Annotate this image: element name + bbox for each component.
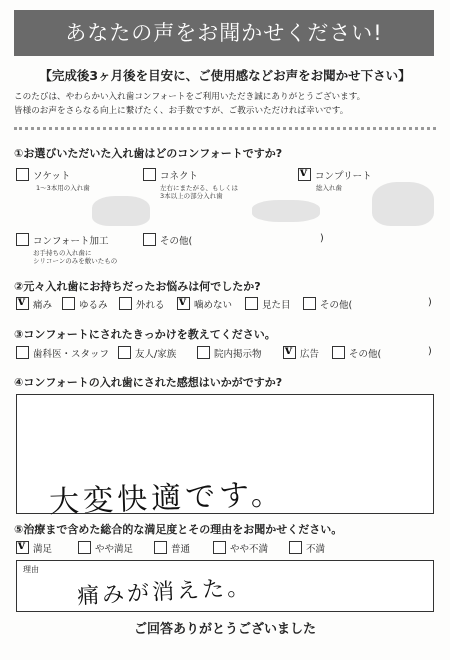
q1-other-checkbox[interactable] (143, 233, 156, 246)
q2-other-close: ) (428, 297, 432, 308)
q1-socket-checkbox[interactable] (16, 168, 29, 181)
q5-option-neutral[interactable] (154, 541, 190, 555)
q2-option-appearance[interactable] (245, 297, 291, 311)
q5-neutral-checkbox[interactable] (154, 541, 167, 554)
survey-banner: あなたの声をお聞かせください! (14, 10, 434, 56)
q3-friend-family-checkbox[interactable] (118, 346, 131, 359)
q3-option-other[interactable] (332, 346, 381, 360)
q1-option-processing[interactable] (16, 233, 109, 247)
q2-pain-label: 痛み (33, 300, 53, 311)
q2-fall-out-checkbox[interactable] (119, 297, 132, 310)
q4-answer-box[interactable] (16, 394, 434, 521)
q1-socket-note: 1～3本用の入れ歯 (36, 184, 90, 192)
q4-question: ④コンフォートの入れ歯にされた感想はいかがですか? (14, 376, 283, 389)
q1-socket-label: ソケット (33, 171, 71, 182)
q5-handwritten-reason: 痛みが消えた。 (76, 575, 253, 610)
q5-somewhat-satisfied-label: やや満足 (95, 544, 134, 555)
q2-question: ②元々入れ歯にお持ちだったお悩みは何でしたか? (14, 280, 261, 293)
q3-dentist-staff-label: 歯科医・スタッフ (33, 349, 110, 360)
q3-other-checkbox[interactable] (332, 346, 345, 359)
q1-processing-label: コンフォート加工 (33, 236, 109, 247)
q2-cannot-chew-checkbox[interactable] (177, 297, 190, 310)
q3-option-friend-family[interactable] (118, 346, 176, 360)
dotted-divider (14, 127, 436, 130)
q1-processing-checkbox[interactable] (16, 233, 29, 246)
q2-appearance-checkbox[interactable] (245, 297, 258, 310)
q2-option-fall-out[interactable] (119, 297, 165, 311)
q5-option-somewhat-satisfied[interactable] (78, 541, 133, 555)
q5-satisfied-label: 満足 (33, 544, 53, 555)
q3-advertisement-checkbox[interactable] (283, 346, 296, 359)
q1-complete-checkbox[interactable] (298, 168, 311, 181)
complete-denture-image (372, 182, 434, 226)
q3-clinic-poster-checkbox[interactable] (197, 346, 210, 359)
survey-subtitle: 【完成後3ヶ月後を目安に、ご使用感などお声をお聞かせ下さい】 (39, 68, 411, 83)
q3-option-advertisement[interactable] (283, 346, 319, 360)
q1-connect-note (160, 184, 238, 200)
q1-option-complete[interactable] (298, 168, 372, 182)
q2-pain-checkbox[interactable] (16, 297, 29, 310)
q1-option-connect[interactable] (143, 168, 198, 182)
q2-other-checkbox[interactable] (303, 297, 316, 310)
thank-you-footer: ご回答ありがとうございました (133, 622, 316, 637)
q2-appearance-label: 見た目 (262, 300, 291, 311)
q2-cannot-chew-label: 噛めない (194, 300, 233, 311)
q1-processing-note-1: お手持ちの入れ歯に (33, 249, 92, 257)
survey-intro (14, 90, 444, 118)
q5-somewhat-dissatisfied-label: やや不満 (230, 544, 269, 555)
q1-complete-label: コンプリート (315, 171, 372, 182)
q5-dissatisfied-label: 不満 (306, 544, 326, 555)
q2-option-pain[interactable] (16, 297, 52, 311)
q1-other-label: その他( (160, 236, 193, 247)
q5-somewhat-dissatisfied-checkbox[interactable] (213, 541, 226, 554)
q5-neutral-label: 普通 (171, 544, 191, 555)
q3-friend-family-label: 友人/家族 (135, 349, 177, 360)
q1-other-close: ) (320, 233, 324, 244)
q5-option-dissatisfied[interactable] (289, 541, 325, 555)
socket-denture-image (92, 196, 150, 226)
q1-complete-note: 総入れ歯 (316, 184, 342, 192)
q5-reason-label: 理由 (23, 565, 39, 574)
q5-option-satisfied[interactable] (16, 541, 52, 555)
q2-option-loose[interactable] (62, 297, 108, 311)
connect-denture-image (252, 200, 320, 222)
q2-loose-checkbox[interactable] (62, 297, 75, 310)
q5-somewhat-satisfied-checkbox[interactable] (78, 541, 91, 554)
q1-question: ①お選びいただいた入れ歯はどのコンフォートですか? (14, 147, 283, 160)
q3-option-dentist-staff[interactable] (16, 346, 109, 360)
q1-option-socket[interactable] (16, 168, 70, 182)
q1-connect-note-1: 左右にまたがる、もしくは (160, 184, 238, 192)
q3-dentist-staff-checkbox[interactable] (16, 346, 29, 359)
q4-handwritten-answer: 大変快適です。 (48, 476, 286, 521)
q2-option-other[interactable] (303, 297, 352, 311)
q5-dissatisfied-checkbox[interactable] (289, 541, 302, 554)
q2-fall-out-label: 外れる (136, 300, 165, 311)
q3-clinic-poster-label: 院内掲示物 (214, 349, 262, 360)
q2-option-cannot-chew[interactable] (177, 297, 232, 311)
q3-question: ③コンフォートにされたきっかけを教えてください。 (14, 328, 276, 341)
intro-line-2: 皆様のお声をさらなる向上に繋げたく、お手数ですが、ご教示いただければ幸いです。 (14, 106, 349, 116)
q5-reason-box[interactable] (16, 560, 434, 612)
q3-other-close: ) (428, 346, 432, 357)
q5-option-somewhat-dissatisfied[interactable] (213, 541, 268, 555)
q1-processing-note-2: シリコーンのみを敷いたもの (33, 257, 118, 265)
q3-other-label: その他( (349, 349, 382, 360)
q1-connect-checkbox[interactable] (143, 168, 156, 181)
q1-option-other[interactable] (143, 233, 192, 247)
q1-connect-note-2: 3本以上の部分入れ歯 (160, 192, 223, 200)
q5-satisfied-checkbox[interactable] (16, 541, 29, 554)
intro-line-1: このたびは、やわらかい入れ歯コンフォートをご利用いただき誠にありがとうございます。 (14, 92, 366, 102)
q2-other-label: その他( (320, 300, 353, 311)
q1-processing-note (33, 249, 117, 265)
q5-question: ⑤治療まで含めた総合的な満足度とその理由をお聞かせください。 (14, 523, 343, 536)
q3-option-clinic-poster[interactable] (197, 346, 262, 360)
q2-loose-label: ゆるみ (79, 300, 108, 311)
q1-connect-label: コネクト (160, 171, 199, 182)
q3-advertisement-label: 広告 (300, 349, 320, 360)
